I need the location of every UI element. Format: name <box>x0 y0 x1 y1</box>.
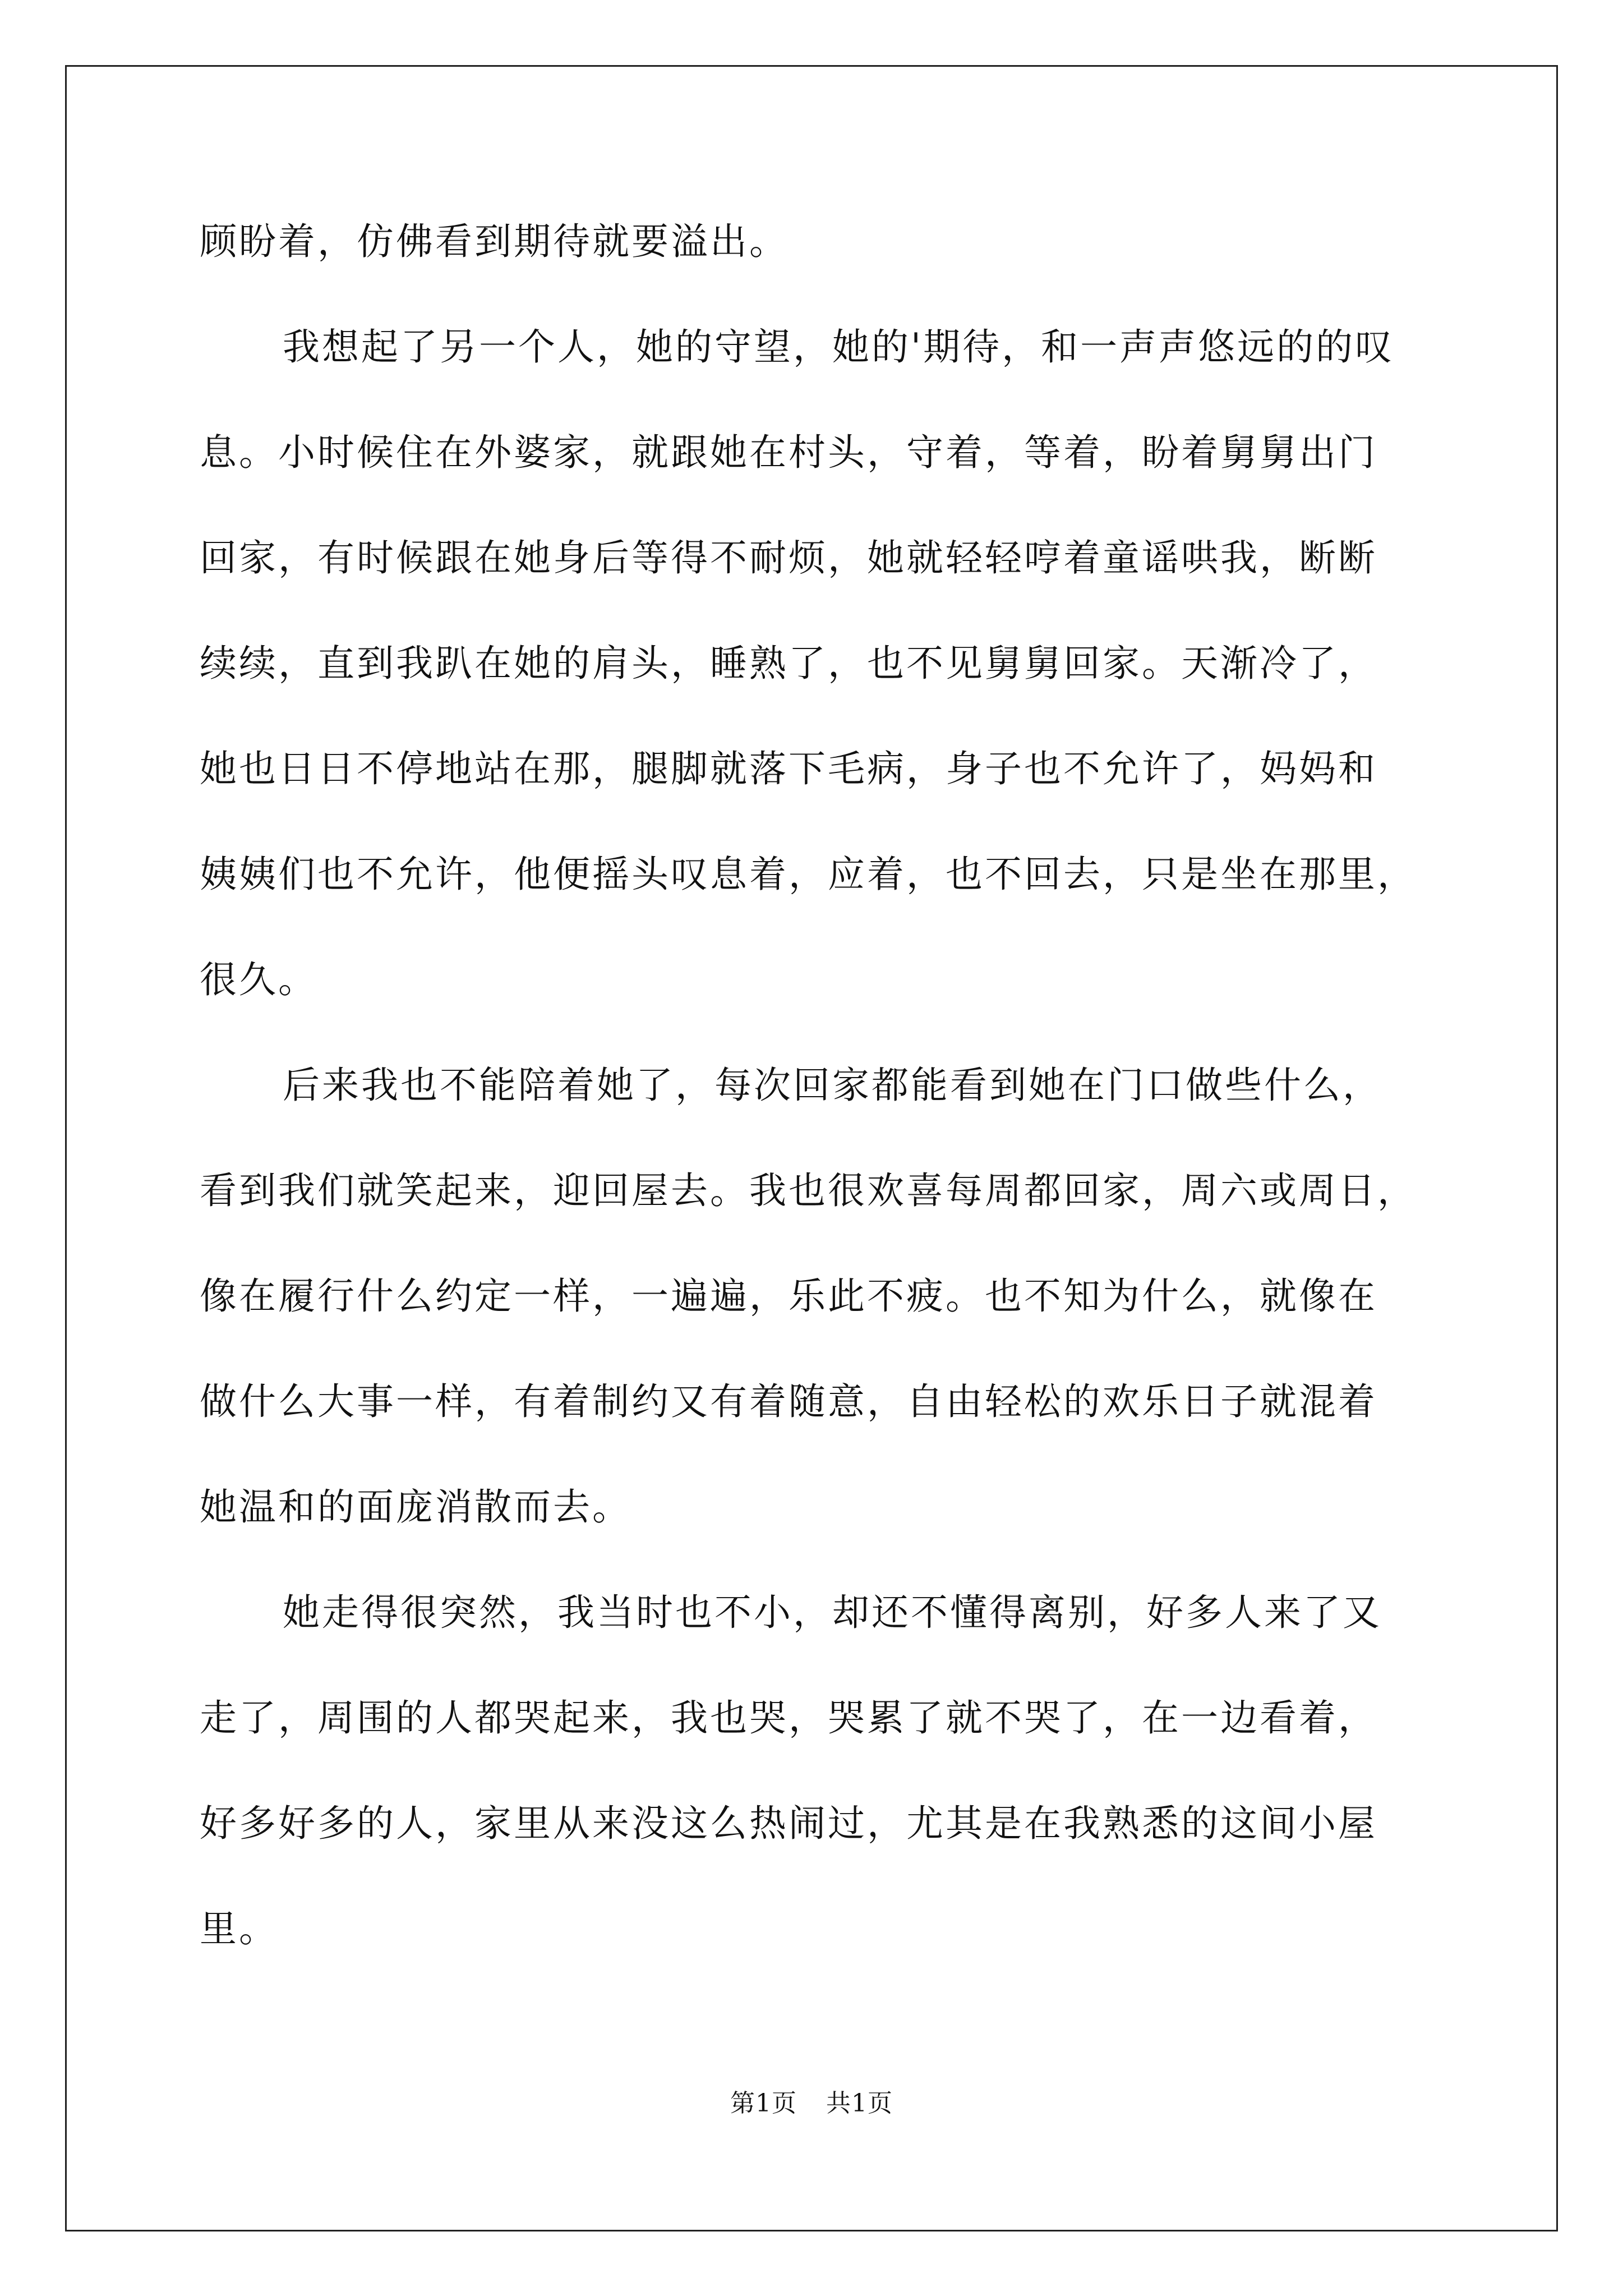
text-line: 我想起了另一个人，她的守望，她的'期待，和一声声悠远的的叹 <box>283 325 1395 369</box>
text-line: 看到我们就笑起来，迎回屋去。我也很欢喜每周都回家，周六或周日， <box>200 1169 1417 1212</box>
text-line: 回家，有时候跟在她身后等得不耐烦，她就轻轻哼着童谣哄我，断断 <box>200 536 1377 579</box>
text-line: 她走得很突然，我当时也不小，却还不懂得离别，好多人来了又 <box>283 1591 1382 1634</box>
text-line: 像在履行什么约定一样，一遍遍，乐此不疲。也不知为什么，就像在 <box>200 1274 1377 1318</box>
document-body <box>200 210 1433 2003</box>
text-line: 后来我也不能陪着她了，每次回家都能看到她在门口做些什么， <box>283 1064 1382 1107</box>
text-line: 顾盼着，仿佛看到期待就要溢出。 <box>200 220 789 263</box>
text-line: 息。小时候住在外婆家，就跟她在村头，守着，等着，盼着舅舅出门 <box>200 431 1377 474</box>
page-number: 第1页 <box>730 2089 797 2118</box>
text-line: 她温和的面庞消散而去。 <box>200 1485 631 1529</box>
text-line: 走了，周围的人都哭起来，我也哭，哭累了就不哭了，在一边看着， <box>200 1696 1377 1740</box>
text-line: 姨姨们也不允许，他便摇头叹息着，应着，也不回去，只是坐在那里， <box>200 853 1417 896</box>
text-line: 很久。 <box>200 958 317 1001</box>
page-footer <box>0 2087 1623 2120</box>
text-line: 做什么大事一样，有着制约又有着随意，自由轻松的欢乐日子就混着 <box>200 1380 1377 1423</box>
text-line: 好多好多的人，家里从来没这么热闹过，尤其是在我熟悉的这间小屋 <box>200 1802 1377 1845</box>
text-line: 续续，直到我趴在她的肩头，睡熟了，也不见舅舅回家。天渐冷了， <box>200 642 1377 685</box>
page-total: 共1页 <box>826 2089 893 2118</box>
text-line: 她也日日不停地站在那，腿脚就落下毛病，身子也不允许了，妈妈和 <box>200 747 1377 790</box>
text-line: 里。 <box>200 1907 278 1950</box>
